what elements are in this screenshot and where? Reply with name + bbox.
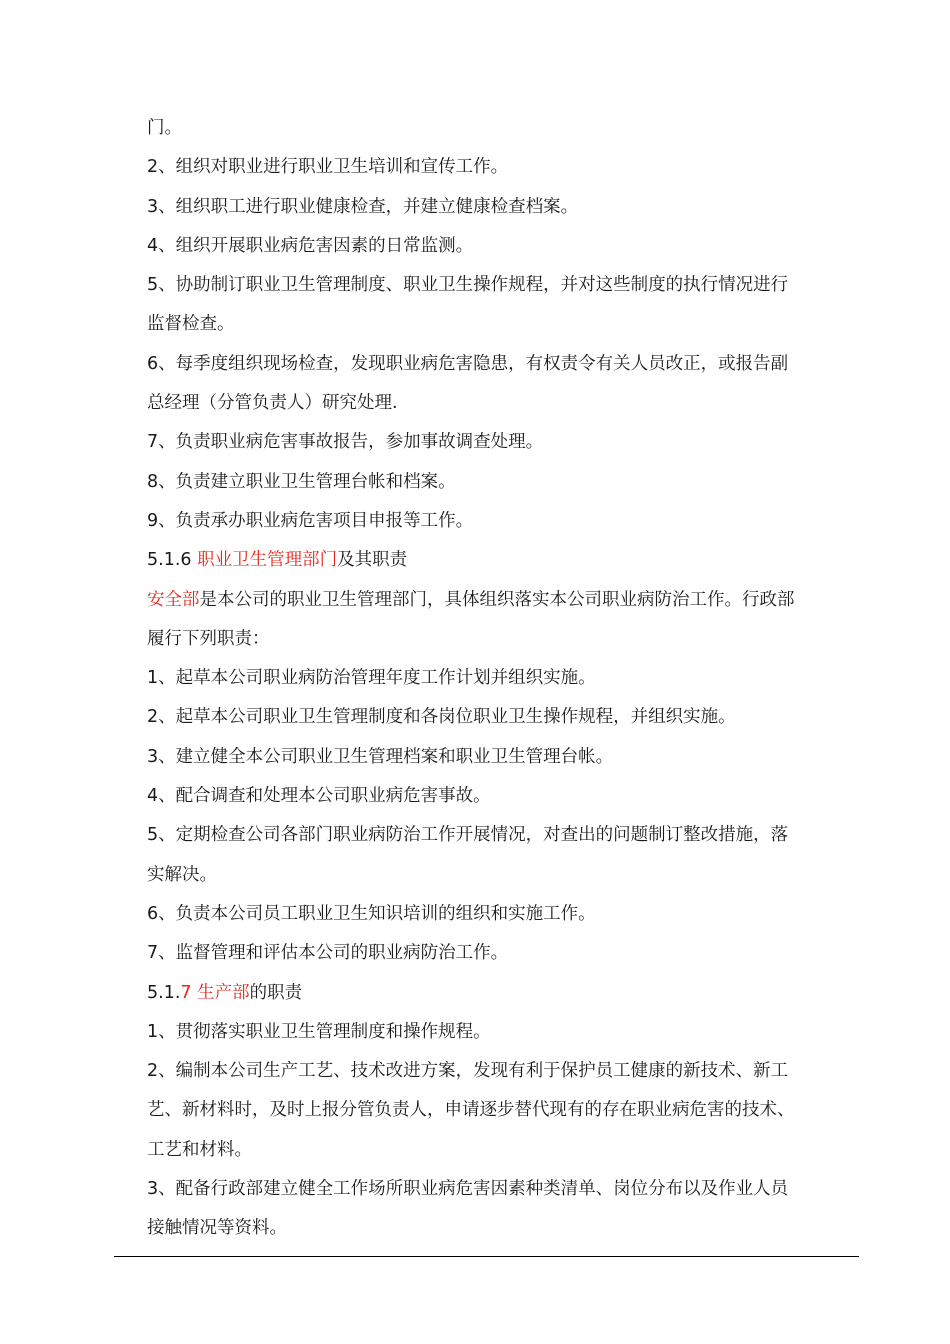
- list-item: 9、负责承办职业病危害项目申报等工作。: [147, 510, 474, 531]
- section-highlight: 职业卫生管理部门: [197, 550, 338, 571]
- list-item: 2、编制本公司生产工艺、技术改进方案，发现有利于保护员工健康的新技术、新工: [147, 1061, 789, 1082]
- list-item-continuation: 工艺和材料。: [147, 1139, 252, 1160]
- list-item: 3、配备行政部建立健全工作场所职业病危害因素种类清单、岗位分布以及作业人员: [147, 1179, 789, 1200]
- list-item: 3、建立健全本公司职业卫生管理档案和职业卫生管理台帐。: [147, 746, 614, 767]
- section-number: 5.1.6: [147, 550, 198, 571]
- list-item: 8、负责建立职业卫生管理台帐和档案。: [147, 471, 456, 492]
- list-item: 7、负责职业病危害事故报告，参加事故调查处理。: [147, 432, 544, 453]
- footer-divider: [114, 1256, 859, 1257]
- list-item: 4、组织开展职业病危害因素的日常监测。: [147, 235, 474, 256]
- list-item: 6、负责本公司员工职业卫生知识培训的组织和实施工作。: [147, 903, 596, 924]
- dept-name-highlight: 安全部: [147, 589, 200, 610]
- list-item: 2、起草本公司职业卫生管理制度和各岗位职业卫生操作规程，并组织实施。: [147, 707, 736, 728]
- document-body: [147, 109, 859, 1249]
- list-item: 5、定期检查公司各部门职业病防治工作开展情况，对查出的问题制订整改措施，落: [147, 825, 789, 846]
- list-item-continuation: 实解决。: [147, 864, 217, 885]
- list-item: 4、配合调查和处理本公司职业病危害事故。: [147, 786, 491, 807]
- section-number: 5.1.: [147, 982, 181, 1003]
- section-heading-5-1-6: [147, 541, 859, 580]
- list-item: 1、贯彻落实职业卫生管理制度和操作规程。: [147, 1021, 491, 1042]
- list-item: 6、每季度组织现场检查，发现职业病危害隐患，有权责令有关人员改正，或报告副: [147, 353, 789, 374]
- section-suffix: 的职责: [249, 982, 303, 1003]
- list-item: 2、组织对职业进行职业卫生培训和宣传工作。: [147, 157, 509, 178]
- section-heading-5-1-7: [147, 974, 859, 1013]
- list-item-continuation: 总经理（分管负责人）研究处理.: [147, 393, 398, 414]
- list-item-continuation: 接触情况等资料。: [147, 1218, 287, 1239]
- section-suffix: 及其职责: [337, 550, 408, 571]
- list-item: 1、起草本公司职业病防治管理年度工作计划并组织实施。: [147, 668, 596, 689]
- list-item-continuation: 艺、新材料时，及时上报分管负责人，申请逐步替代现有的存在职业病危害的技术、: [147, 1100, 795, 1121]
- list-item: 7、监督管理和评估本公司的职业病防治工作。: [147, 943, 509, 964]
- list-item: 5、协助制订职业卫生管理制度、职业卫生操作规程，并对这些制度的执行情况进行: [147, 275, 789, 296]
- list-item: 3、组织职工进行职业健康检查，并建立健康检查档案。: [147, 196, 579, 217]
- dept-intro-continuation: 履行下列职责：: [147, 628, 270, 649]
- dept-intro-line: [147, 581, 859, 620]
- section-highlight: 7 生产部: [180, 982, 250, 1003]
- paragraph-line: 门。: [147, 118, 182, 138]
- list-item-continuation: 监督检查。: [147, 314, 235, 335]
- dept-intro-text: 是本公司的职业卫生管理部门，具体组织落实本公司职业病防治工作。行政部: [199, 589, 795, 610]
